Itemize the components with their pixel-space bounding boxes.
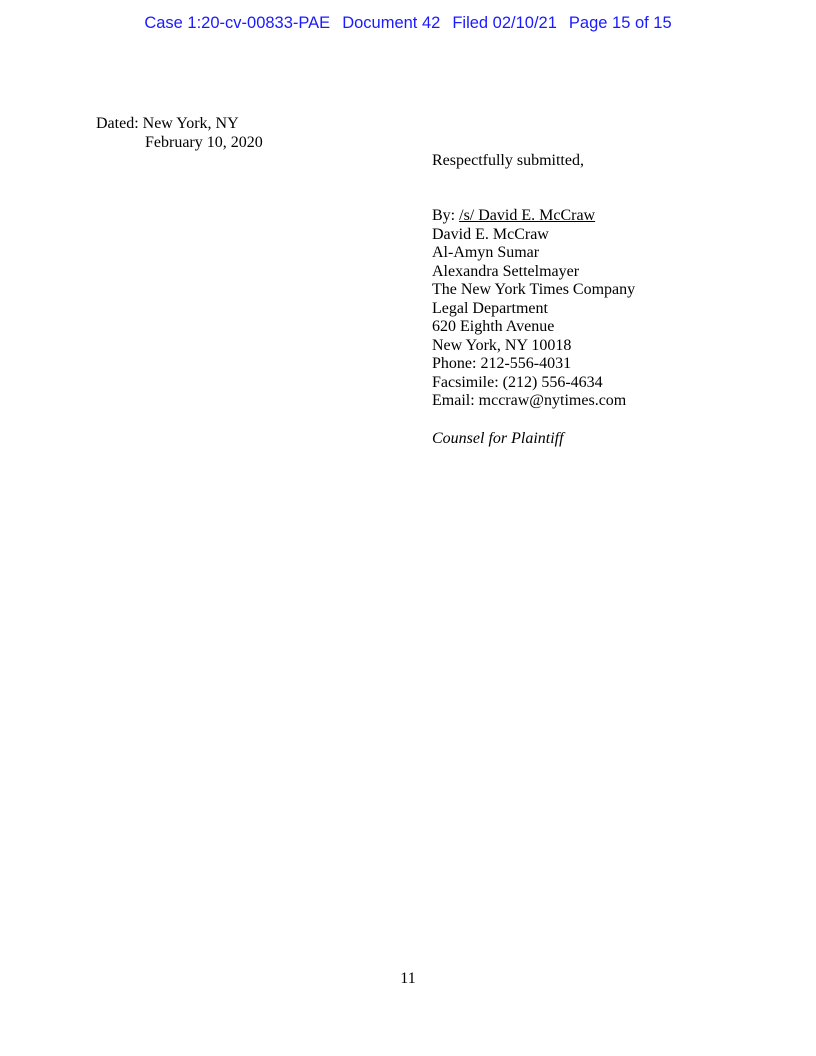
document-number: Document 42 [342,14,441,32]
department: Legal Department [432,299,548,317]
facsimile: Facsimile: (212) 556-4634 [432,373,603,391]
dated-location: Dated: New York, NY [96,115,239,132]
dated-date: February 10, 2020 [145,133,263,151]
filed-date: Filed 02/10/21 [452,14,557,32]
counsel-for: Counsel for Plaintiff [432,430,564,447]
ecf-filing-header [0,14,816,33]
email: Email: mccraw@nytimes.com [432,392,627,409]
street-address: 620 Eighth Avenue [432,318,555,335]
firm-name: The New York Times Company [432,281,636,298]
closing-text: Respectfully submitted, [432,152,584,169]
signature-block [432,207,635,411]
phone: Phone: 212-556-4031 [432,355,572,372]
dated-block [96,115,263,152]
by-prefix: By: [432,207,460,224]
page-number: 11 [400,970,416,987]
case-number: Case 1:20-cv-00833-PAE [144,14,331,32]
co-counsel-name: Al-Amyn Sumar [432,244,540,261]
signer-name: David E. McCraw [432,225,549,243]
electronic-signature: /s/ David E. McCraw [459,207,596,224]
page-of-pages: Page 15 of 15 [568,14,672,32]
co-counsel-name: Alexandra Settelmayer [432,262,580,280]
city-state-zip: New York, NY 10018 [432,336,572,354]
signature-line [432,207,635,226]
